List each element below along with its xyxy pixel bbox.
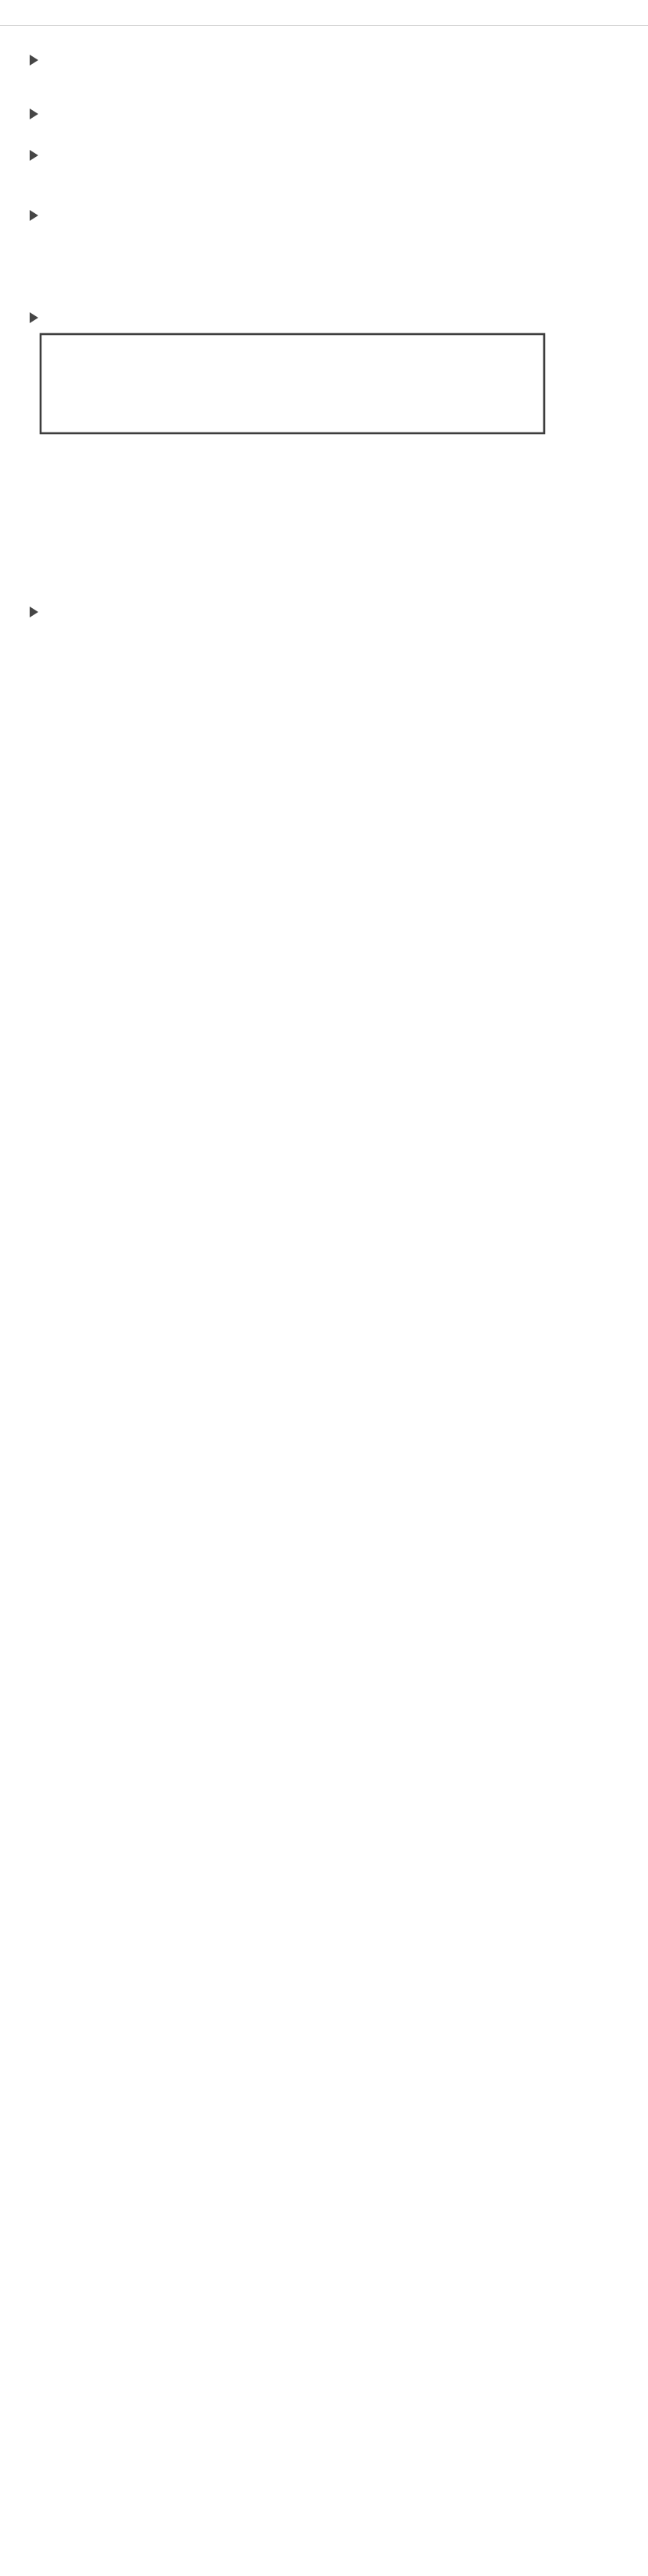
model-naming-chart [27, 630, 646, 905]
section-triangle-icon [30, 210, 38, 221]
section-triangle-icon [30, 607, 38, 617]
section-triangle-icon [30, 55, 38, 66]
standard-sizes-table [26, 266, 632, 271]
section-wiring-head [30, 305, 648, 323]
section-triangle-icon [30, 150, 38, 161]
section-triangle-icon [30, 109, 38, 119]
page-header [0, 0, 648, 12]
section-triangle-icon [30, 312, 38, 323]
wiring-diagram [39, 333, 554, 576]
section-function-head [30, 143, 648, 161]
section-features-head [30, 101, 648, 119]
section-technical-head [30, 203, 648, 221]
section-overview-head [30, 48, 648, 66]
section-naming-head [30, 600, 648, 617]
diagram-frame [41, 334, 544, 433]
header-divider [0, 25, 648, 26]
